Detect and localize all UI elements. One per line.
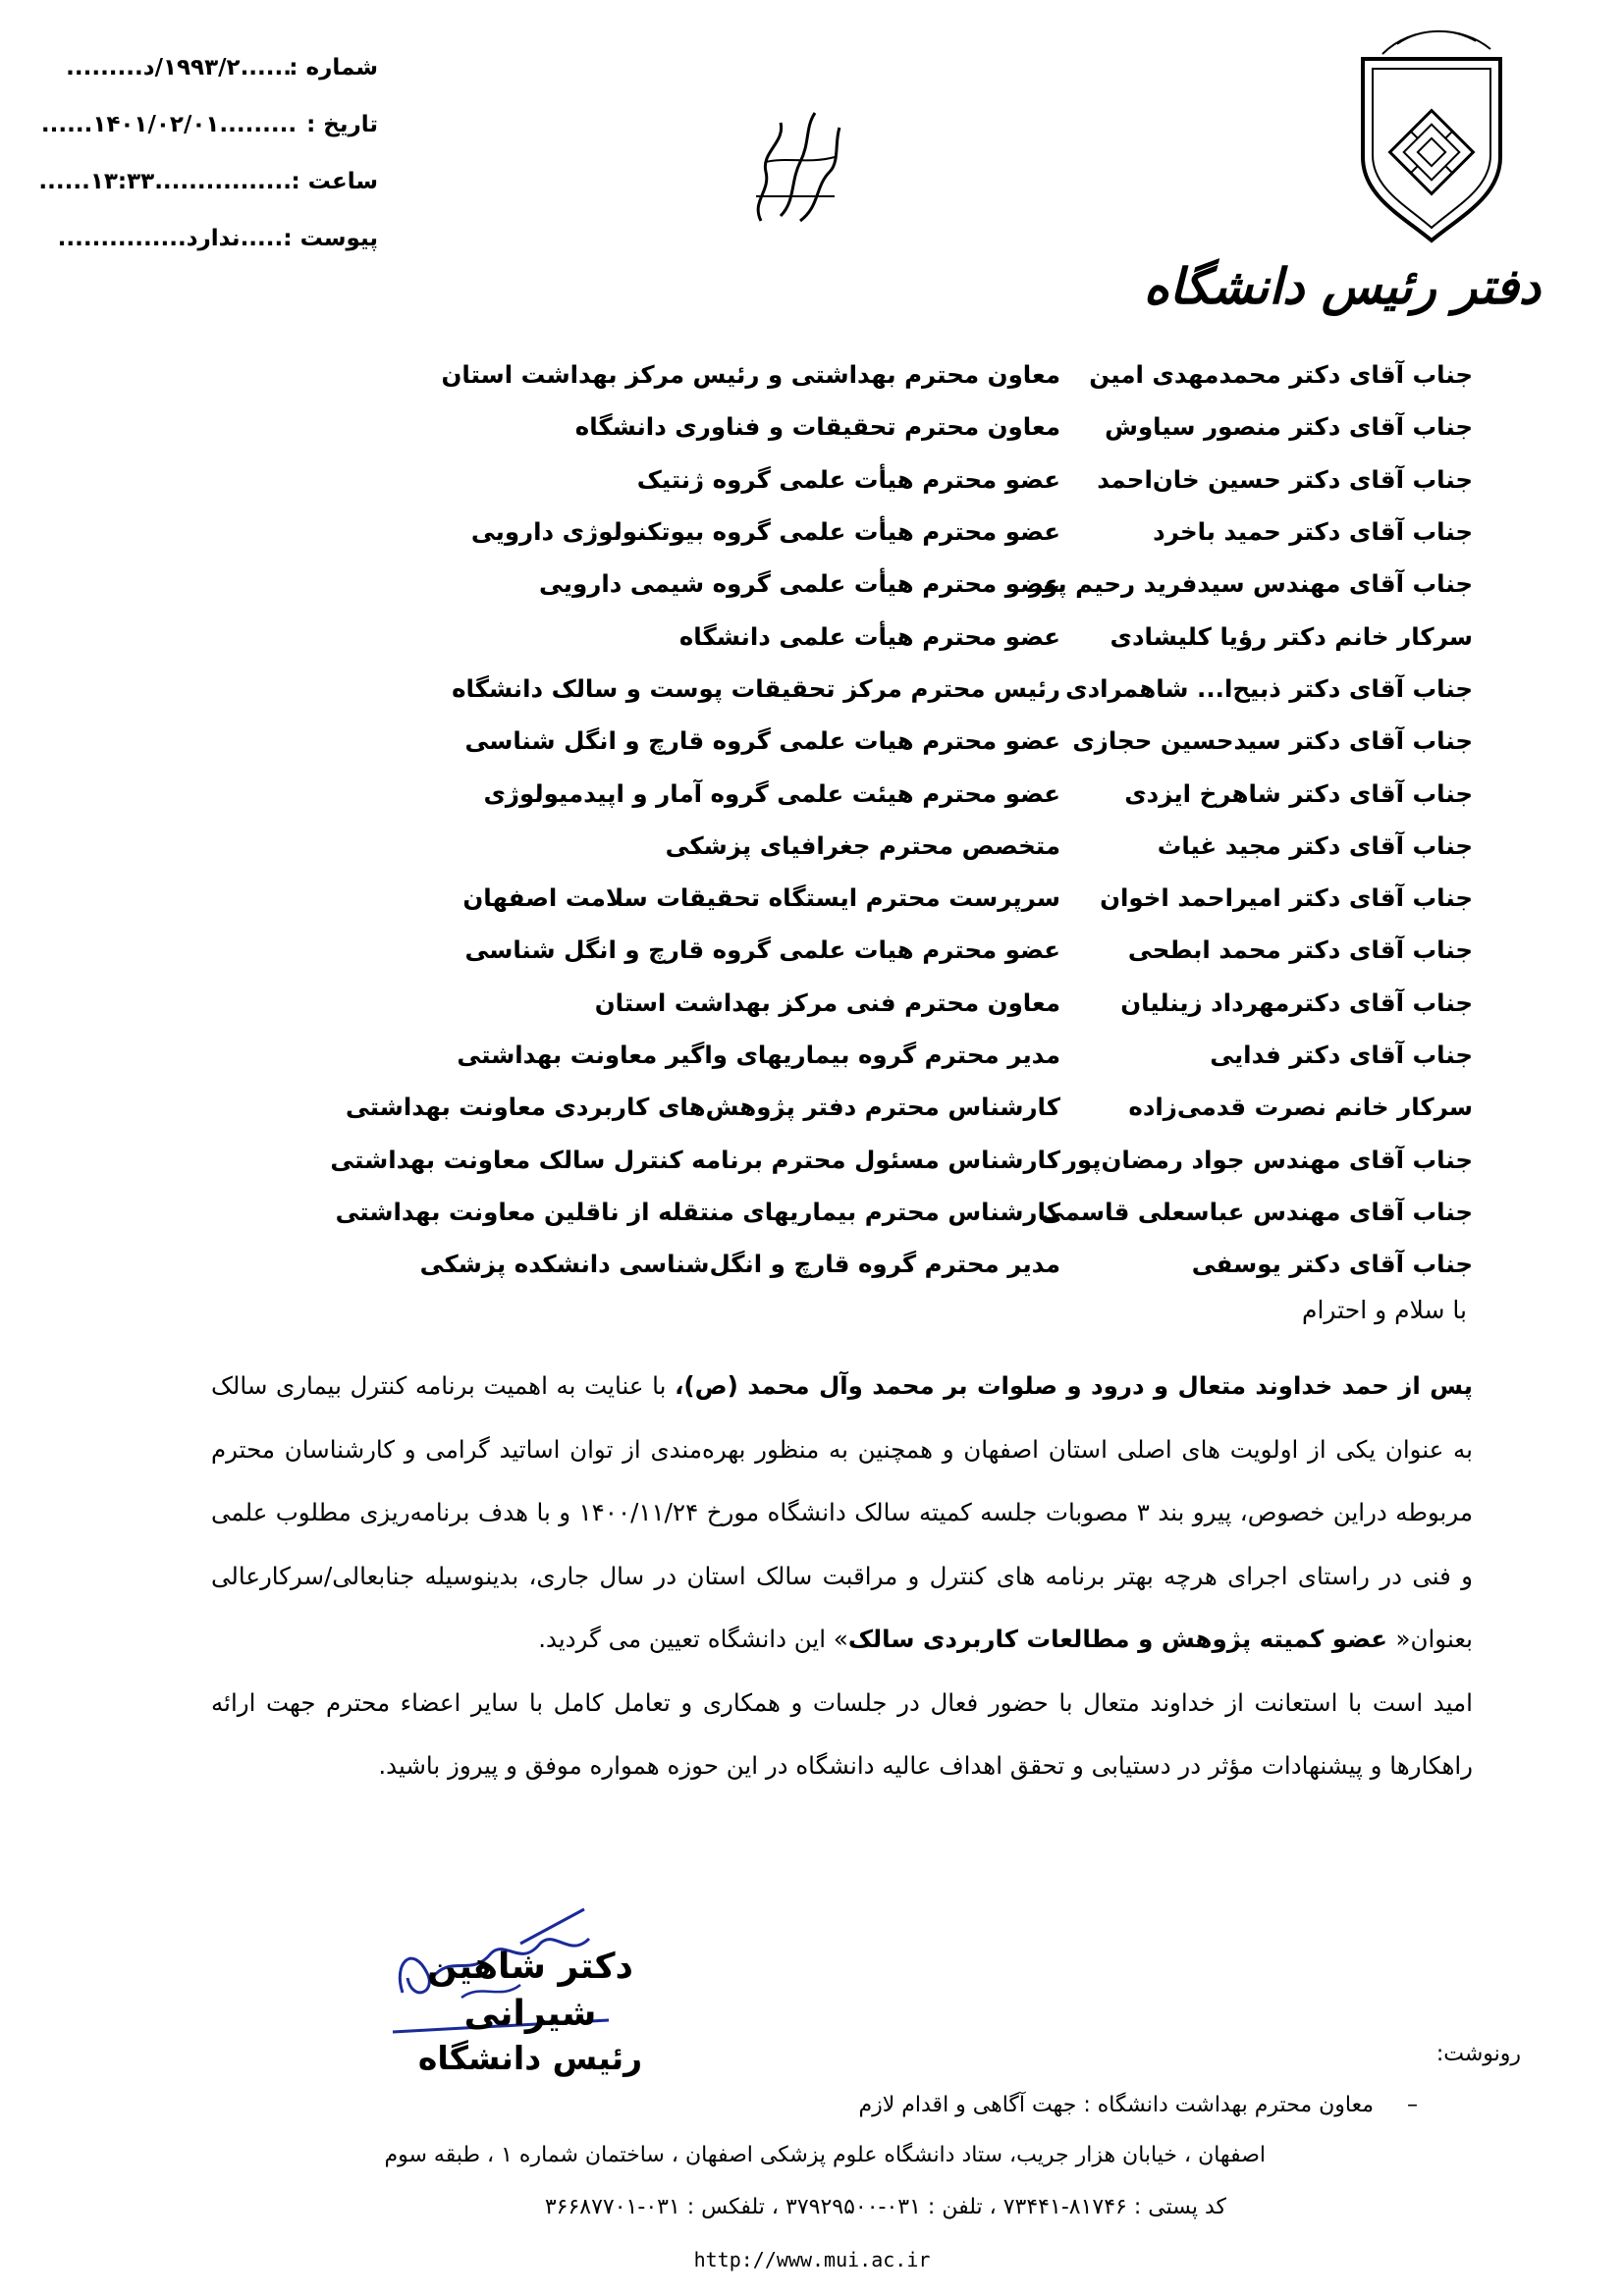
body-lead: پس از حمد خداوند متعال و درود و صلوات بر محمد وآل محمد (ص)، <box>675 1371 1473 1400</box>
recipient-title: کارشناس مسئول محترم برنامه کنترل سالک معاونت بهداشتی <box>330 1145 1060 1174</box>
recipient-name: جناب آقای دکتر محمد ابطحی <box>1127 935 1473 965</box>
body-end: » این دانشگاه تعیین می گردید. <box>538 1625 848 1653</box>
signer-block <box>373 1944 687 2079</box>
recipient-title: عضو محترم هیأت علمی گروه ژنتیک <box>636 464 1060 494</box>
recipient-name: جناب آقای مهندس جواد رمضان‌پور <box>1062 1145 1473 1174</box>
recipient-row <box>295 1029 1473 1081</box>
meta-attachment: پیوست : ......ندارد............... <box>57 226 378 251</box>
recipient-name: جناب آقای دکتر مجید غیاث <box>1157 830 1473 860</box>
recipient-title: عضو محترم هیئت علمی گروه آمار و اپیدمیولوژی <box>483 778 1060 808</box>
recipient-title: کارشناس محترم بیماریهای منتقله از ناقلین معاونت بهداشتی <box>335 1197 1060 1226</box>
recipient-row <box>295 977 1473 1029</box>
office-title: دفتر رئیس دانشگاه <box>1143 257 1541 315</box>
recipient-row <box>295 454 1473 506</box>
recipient-row <box>295 400 1473 453</box>
recipient-name: جناب آقای دکتر حسین خان‌احمد <box>1097 464 1473 494</box>
recipient-title: مدیر محترم گروه بیماریهای واگیر معاونت بهداشتی <box>457 1041 1060 1069</box>
body-paragraph: امید است با استعانت از خداوند متعال با حضور فعال در جلسات و همکاری و تعامل کامل با سایر اعضاء محترم جهت ارائه راهکارها و پیشنهادات مؤثر در دستیابی و تحقق اهداف عالیه دانشگاه در این حوزه همواره موفق و پیروز باشید. <box>211 1687 1473 1780</box>
recipient-title: متخصص محترم جغرافیای پزشکی <box>665 830 1060 860</box>
recipient-title: عضو محترم هیات علمی گروه قارچ و انگل شناسی <box>464 726 1060 756</box>
recipient-title: معاون محترم فنی مرکز بهداشت استان <box>594 988 1060 1017</box>
recipient-title: مدیر محترم گروه قارچ و انگل‌شناسی دانشکده پزشکی <box>419 1250 1060 1279</box>
recipient-title: عضو محترم هیات علمی گروه قارچ و انگل شناسی <box>464 935 1060 965</box>
recipient-name: سرکار خانم نصرت قدمی‌زاده <box>1128 1093 1473 1122</box>
footer-url: http://www.mui.ac.ir <box>693 2248 931 2271</box>
bismillah-calligraphy <box>741 103 849 231</box>
recipient-name: جناب آقای دکتر یوسفی <box>1191 1250 1473 1279</box>
meta-time: ساعت : ......۱۳:۳۳................ <box>38 169 378 194</box>
recipient-name: سرکار خانم دکتر رؤیا کلیشادی <box>1110 621 1473 651</box>
body-paragraph <box>211 1355 1473 1672</box>
recipient-name: جناب آقای مهندس سیدفرید رحیم پور <box>1028 569 1473 599</box>
university-logo <box>1343 20 1520 245</box>
signer-name: دکتر شاهین شیرانی <box>426 1947 633 2034</box>
greeting: با سلام و احترام <box>1302 1296 1467 1324</box>
recipient-row <box>295 924 1473 976</box>
recipient-name: جناب آقای دکتر فدایی <box>1210 1041 1473 1069</box>
recipient-title: معاون محترم بهداشتی و رئیس مرکز بهداشت استان <box>441 360 1060 390</box>
recipient-title: کارشناس محترم دفتر پژوهش‌های کاربردی معاونت بهداشتی <box>345 1093 1060 1122</box>
recipient-title: رئیس محترم مرکز تحقیقات پوست و سالک دانشگاه <box>452 673 1060 703</box>
recipient-row <box>295 1081 1473 1133</box>
letter-body <box>211 1355 1473 1798</box>
meta-date: تاریخ : ......۱۴۰۱/۰۲/۰۱......... <box>40 112 378 137</box>
recipient-row <box>295 1133 1473 1185</box>
body-role: عضو کمیته پژوهش و مطالعات کاربردی سالک <box>847 1625 1396 1653</box>
recipient-row <box>295 820 1473 872</box>
recipient-name: جناب آقای دکتر امیراحمد اخوان <box>1100 883 1473 913</box>
recipient-name: جناب آقای دکتر محمدمهدی امین <box>1089 360 1473 390</box>
recipient-list <box>295 348 1473 1290</box>
recipient-name: جناب آقای دکتر سیدحسین حجازی <box>1072 726 1473 756</box>
recipient-row <box>295 872 1473 924</box>
recipient-name: جناب آقای مهندس عباسعلی قاسمی <box>1040 1197 1473 1226</box>
recipient-title: عضو محترم هیأت علمی دانشگاه <box>678 621 1060 651</box>
recipient-row <box>295 1238 1473 1290</box>
recipient-row <box>295 1186 1473 1238</box>
recipient-row <box>295 558 1473 610</box>
footer-contact: کد پستی : ۸۱۷۴۶-۷۳۴۴۱ ، تلفن : ۰۳۱-۳۷۹۲۹۵۰۰ ، تلفکس : ۰۳۱-۳۶۶۸۷۷۰۱ <box>544 2195 1226 2219</box>
recipient-row <box>295 767 1473 819</box>
recipient-row <box>295 506 1473 558</box>
recipient-title: عضو محترم هیأت علمی گروه شیمی دارویی <box>539 569 1060 599</box>
recipient-row <box>295 663 1473 715</box>
body-text: با عنایت به اهمیت برنامه کنترل بیماری سالک به عنوان یکی از اولویت های اصلی استان اصفهان و همچنین به منظور بهره‌مندی از توان اساتید گرامی و کارشناسان محترم مربوطه دراین خصوص، پیرو بند ۳ مصوبات جلسه کمیته سالک دانشگاه مورخ ۱۴۰۰/۱۱/۲۴ و با هدف برنامه‌ریزی مطلوب علمی و فنی در راستای اجرای هرچه بهتر برنامه های کنترل و مراقبت سالک استان در سال جاری، بدینوسیله جنابعالی/سرکارعالی بعنوان« <box>211 1371 1473 1653</box>
recipient-name: جناب آقای دکتر شاهرخ ایزدی <box>1124 778 1473 808</box>
meta-number: شماره : ......۱۹۹۳/۲/د......... <box>66 55 378 80</box>
footer-address: اصفهان ، خیابان هزار جریب، ستاد دانشگاه علوم پزشکی اصفهان ، ساختمان شماره ۱ ، طبقه سوم <box>384 2143 1266 2167</box>
recipient-name: جناب آقای دکتر حمید باخرد <box>1153 517 1473 547</box>
recipient-name: جناب آقای دکتر ذبیح‌ا... شاهمرادی <box>1065 673 1473 703</box>
signer-role: رئیس دانشگاه <box>417 2039 643 2077</box>
recipient-row <box>295 610 1473 662</box>
recipient-title: عضو محترم هیأت علمی گروه بیوتکنولوژی دارویی <box>470 517 1060 547</box>
recipient-row <box>295 348 1473 400</box>
recipient-title: سرپرست محترم ایستگاه تحقیقات سلامت اصفهان <box>462 883 1060 913</box>
recipient-name: جناب آقای دکتر منصور سیاوش <box>1105 412 1473 442</box>
letter-meta <box>38 39 378 267</box>
recipient-title: معاون محترم تحقیقات و فناوری دانشگاه <box>574 412 1060 442</box>
cc-item: معاون محترم بهداشت دانشگاه : جهت آگاهی و اقدام لازم <box>858 2093 1374 2117</box>
recipient-name: جناب آقای دکترمهرداد زینلیان <box>1120 988 1473 1017</box>
recipient-row <box>295 715 1473 767</box>
cc-bullet: – <box>1407 2093 1418 2117</box>
cc-label: رونوشت: <box>1435 2042 1521 2066</box>
